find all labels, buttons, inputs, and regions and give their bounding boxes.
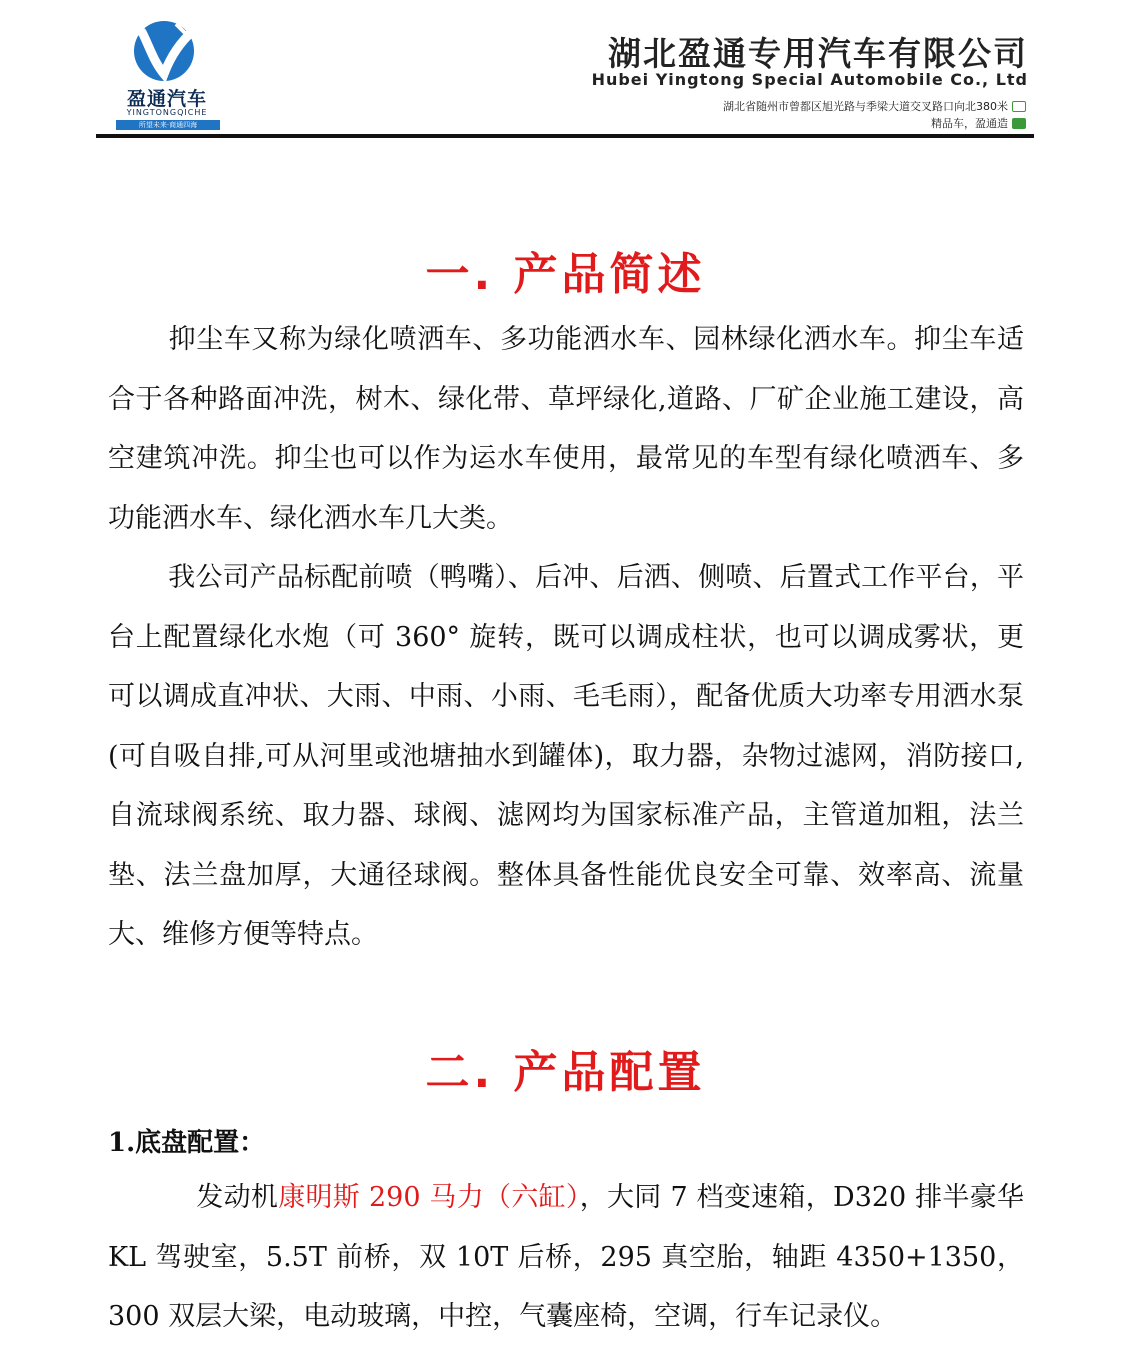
chassis-spec-rest: ，大同 7 档变速箱，D320 排半豪华 KL 驾驶室，5.5T 前桥，双 10T 后桥，295 真空胎，轴距 4350+1350，300 双层大梁，电动玻璃，中控，气囊座椅，空调，行车记录仪。 <box>108 1182 1025 1332</box>
logo-name-en: YINGTONGQICHE <box>126 108 208 117</box>
section-title-overview: 一. 产品简述 <box>425 249 706 300</box>
chassis-config-heading: 1.底盘配置： <box>108 1128 266 1158</box>
engine-spec: 康明斯 290 马力（六缸） <box>278 1182 580 1213</box>
logo-emblem-icon <box>124 18 204 84</box>
company-name-en: Hubei Yingtong Special Automobile Co., Ltd <box>591 70 1028 89</box>
header-divider <box>96 134 1034 138</box>
company-logo <box>106 14 224 134</box>
logo-slogan: 所望未来·商通四海 <box>116 120 220 130</box>
address-text: 湖北省随州市曾都区旭光路与季梁大道交叉路口向北380米 <box>723 100 1008 113</box>
chassis-config-paragraph <box>108 1168 1024 1347</box>
section-title-configuration: 二. 产品配置 <box>425 1047 706 1098</box>
leaf-icon <box>1012 118 1026 129</box>
overview-paragraph-1 <box>108 310 1024 548</box>
chassis-prefix: 发动机 <box>196 1182 279 1213</box>
company-tagline <box>931 115 1026 131</box>
logo-name-cn: 盈通汽车 <box>126 88 207 110</box>
page-header <box>96 14 1034 138</box>
overview-paragraph-2 <box>108 548 1024 965</box>
overview-paragraph-1-text: 抑尘车又称为绿化喷洒车、多功能洒水车、园林绿化洒水车。抑尘车适合于各种路面冲洗，树木、绿化带、草坪绿化,道路、厂矿企业施工建设，高空建筑冲洗。抑尘也可以作为运水车使用，最常见的车型有绿化喷洒车、多功能洒水车、绿化洒水车几大类。 <box>108 324 1024 534</box>
tagline-text: 精品车，盈通造 <box>931 117 1008 130</box>
overview-paragraph-2-text: 我公司产品标配前喷（鸭嘴）、后冲、后洒、侧喷、后置式工作平台，平台上配置绿化水炮（可 360° 旋转，既可以调成柱状，也可以调成雾状，更可以调成直冲状、大雨、中雨、小雨、毛毛雨），配备优质大功率专用洒水泵(可自吸自排,可从河里或池塘抽水到罐体)，取力器，杂物过滤网，消防接口,自流球阀系统、取力器、球阀、滤网均为国家标准产品，主管道加粗，法兰垫、法兰盘加厚，大通径球阀。整体具备性能优良安全可靠、效率高、流量大、维修方便等特点。 <box>108 562 1024 950</box>
location-icon <box>1012 101 1026 112</box>
company-name-cn: 湖北盈通专用汽车有限公司 <box>608 34 1028 73</box>
company-address <box>723 98 1026 114</box>
